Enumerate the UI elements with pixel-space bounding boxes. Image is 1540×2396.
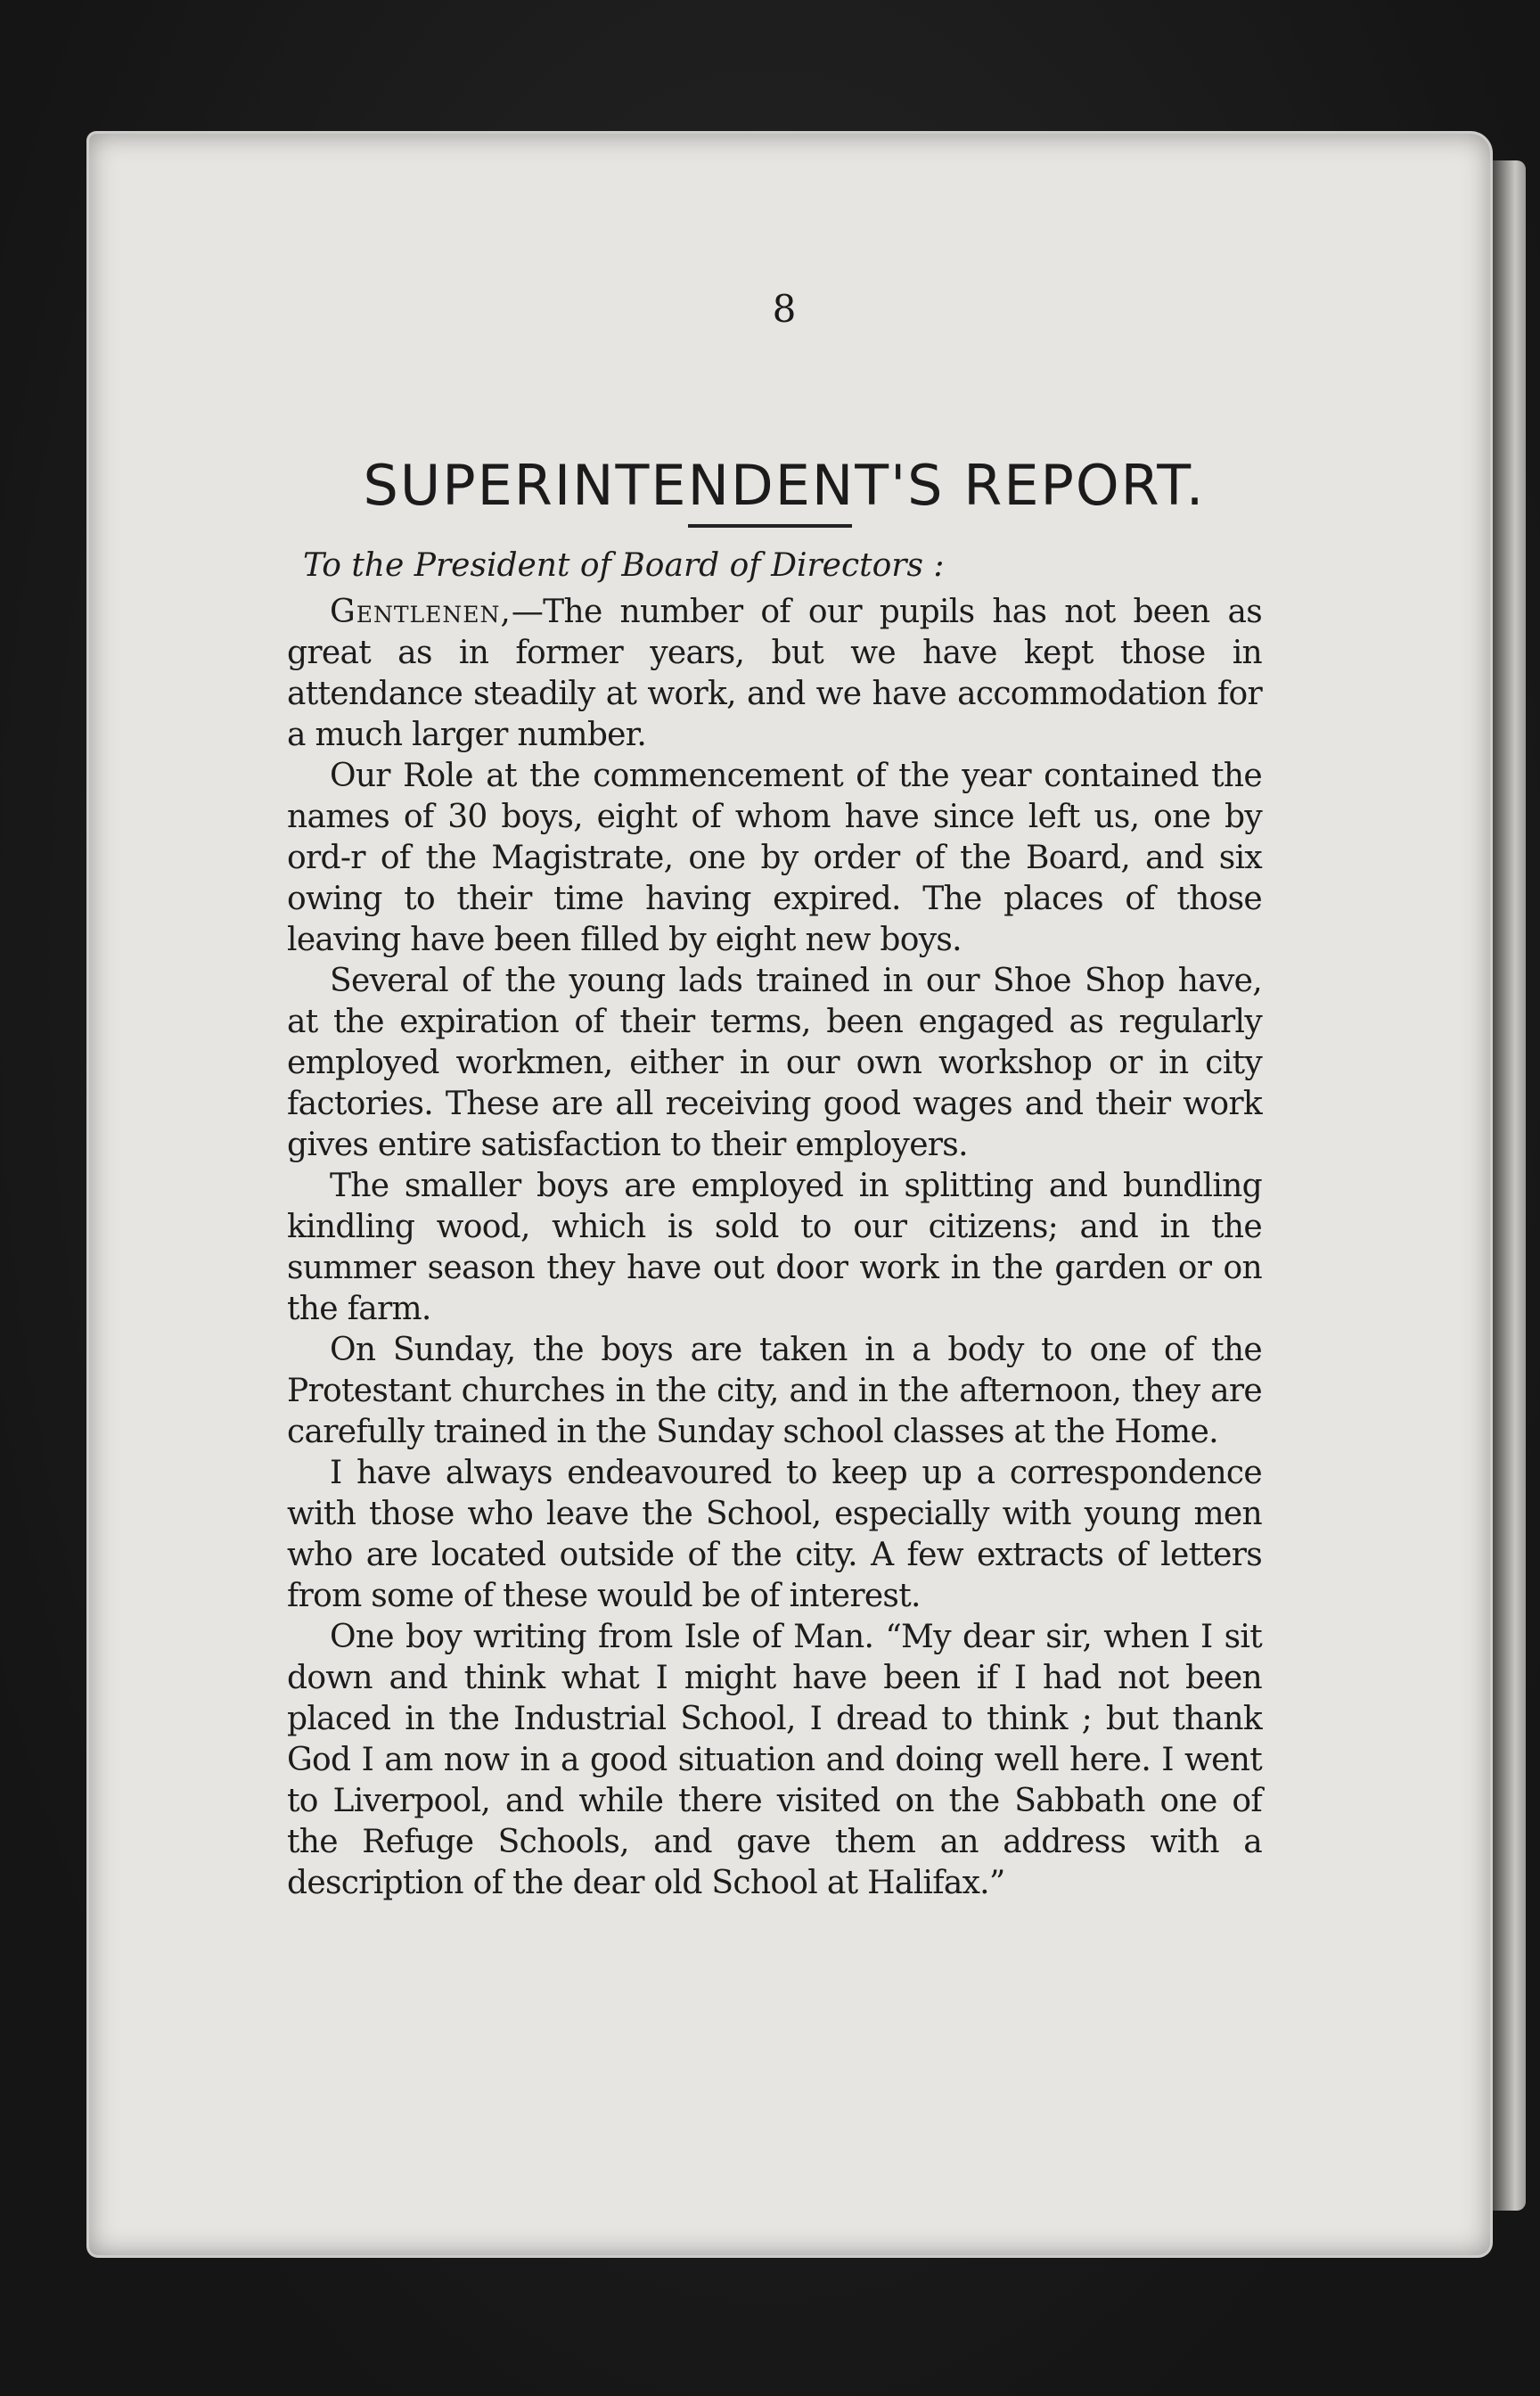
paragraph-3: Several of the young lads trained in our Shoe Shop have, at the expiration of their terms, been engaged as regularly employed workmen, either in our own workshop or in city factories. These are all receiving good wages and their work gives entire satisfaction to their employers.: [287, 963, 1262, 1163]
page-number: 8: [772, 287, 797, 331]
paragraph-7: One boy writing from Isle of Man. “My dear sir, when I sit down and think what I might have been if I had not been placed in the Industrial School, I dread to think ; but thank God I am now in a good situation and doing well here. I went to Liverpool, and while there visited on the Sabbath one of the Refuge Schools, and gave them an address with a description of the dear old School at Halifax.”: [287, 1619, 1262, 1901]
paragraph-5: On Sunday, the boys are taken in a body to one of the Protestant churches in the city, and in the afternoon, they are carefully trained in the Sunday school classes at the Home.: [287, 1332, 1262, 1450]
paragraph-1: [287, 592, 1262, 756]
paragraph-4: The smaller boys are employed in splitting and bundling kindling wood, which is sold to our citizens; and in the summer season they have out door work in the garden or on the farm.: [287, 1168, 1262, 1327]
title-underline: [688, 524, 852, 528]
report-body: [287, 546, 1262, 1904]
paragraph-1-text: —The number of our pupils has not been as great as in former years, but we have kept those in attendance steadily at work, and we have accommodation for a much larger number.: [287, 594, 1262, 753]
report-title: SUPERINTENDENT'S REPORT.: [363, 453, 1206, 518]
salutation: To the President of Board of Directors :: [303, 547, 945, 584]
opening-word: Gentlenen,: [330, 594, 512, 630]
paragraph-6: I have always endeavoured to keep up a correspondence with those who leave the School, especially with young men who are located outside of the city. A few extracts of letters from some of these would be of interest.: [287, 1455, 1262, 1614]
paragraph-2: Our Role at the commencement of the year contained the names of 30 boys, eight of whom have since left us, one by ord‑r of the Magistrate, one by order of the Board, and six owing to their time having expired. The places of those leaving have been filled by eight new boys.: [287, 758, 1262, 958]
